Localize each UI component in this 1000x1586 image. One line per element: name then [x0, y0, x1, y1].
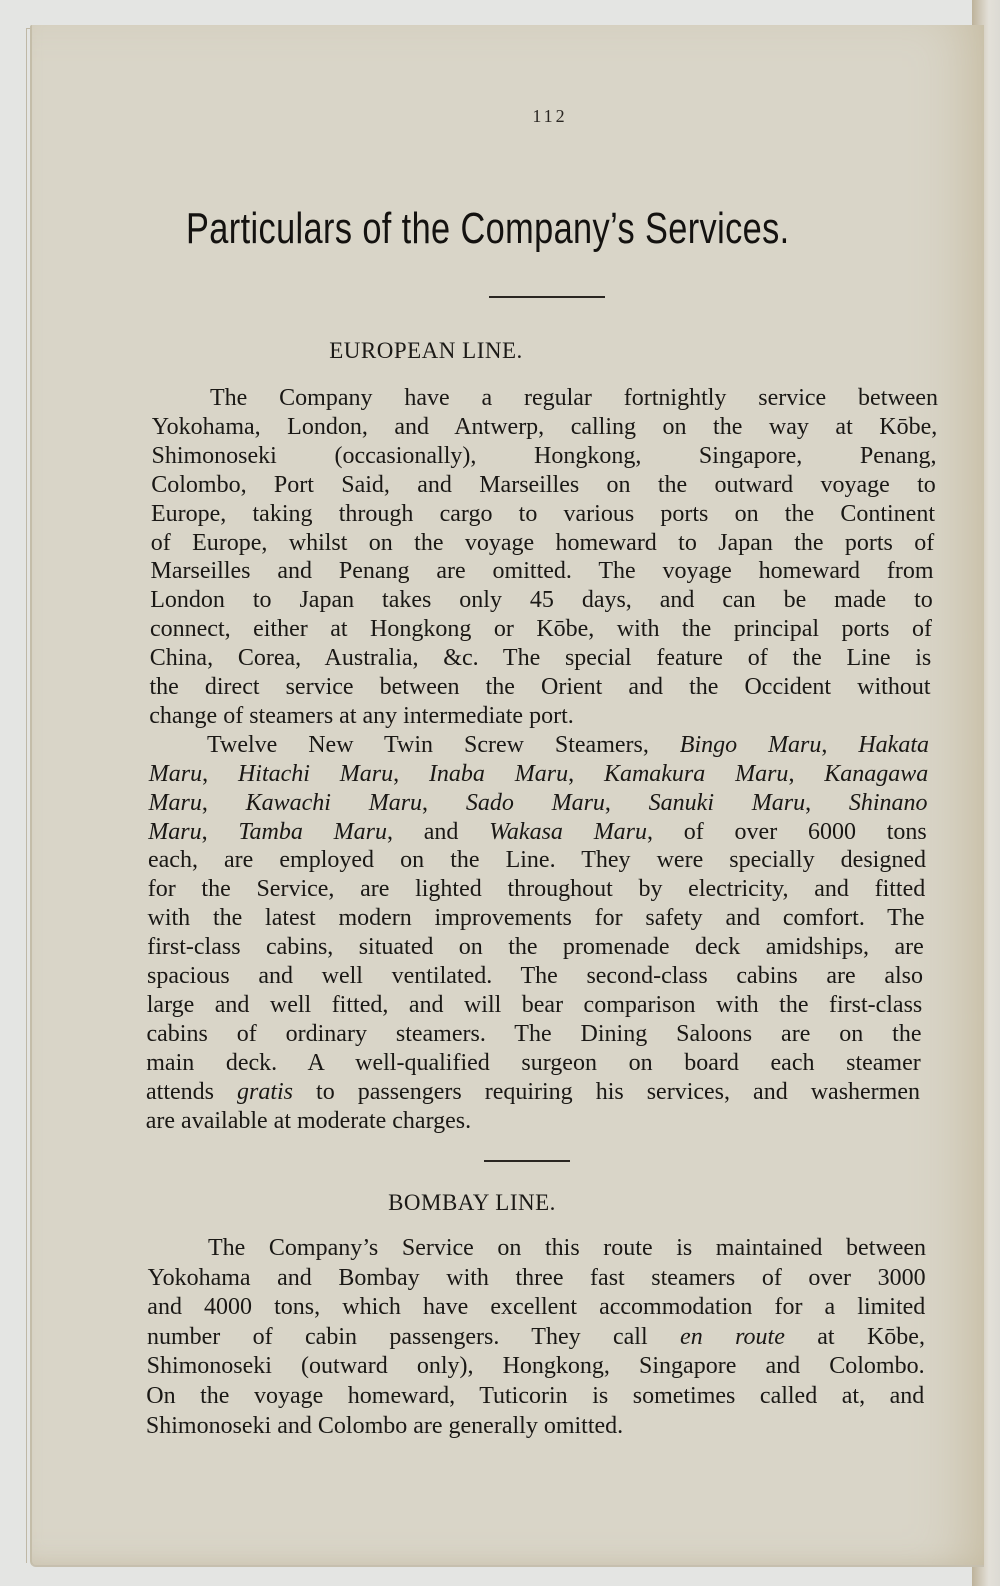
- text-segment: , and: [386, 818, 490, 845]
- text-segment: Marseilles and Penang are omitted. The voyage homeward from: [150, 558, 934, 585]
- text-segment: ,: [393, 760, 429, 787]
- italic-text: Inaba Maru: [428, 760, 569, 787]
- text-segment: with the latest modern improvements for safety and comfort. The: [147, 905, 925, 932]
- text-line: [151, 557, 934, 585]
- text-segment: ,: [201, 818, 239, 845]
- text-segment: Shimonoseki (occasionally), Hongkong, Singapore, Penang,: [151, 442, 937, 469]
- text-segment: to passengers requiring his services, and washermen: [293, 1078, 920, 1105]
- section-heading-european-line: EUROPEAN LINE.: [329, 338, 523, 363]
- text-line: [147, 1293, 925, 1321]
- text-line: [147, 1323, 925, 1351]
- italic-text: gratis: [237, 1078, 294, 1105]
- text-segment: The Company have a regular fortnightly service between: [210, 385, 938, 411]
- text-segment: London to Japan takes only 45 days, and can be made to: [150, 587, 933, 614]
- text-segment: ,: [201, 789, 246, 816]
- italic-text: Kawachi Maru: [245, 789, 423, 816]
- italic-text: Bingo Maru: [679, 731, 822, 758]
- text-line: [207, 731, 929, 759]
- text-line: [150, 644, 932, 672]
- text-line: [147, 962, 923, 990]
- text-line: [148, 1264, 926, 1292]
- text-line: [148, 846, 926, 874]
- text-line: [151, 529, 935, 557]
- text-line: [150, 673, 931, 701]
- text-segment: the direct service between the Orient and the Occident without: [149, 674, 931, 700]
- text-segment: each, are employed on the Line. They were specially designed: [148, 847, 926, 874]
- italic-text: Tamba Maru: [238, 818, 387, 845]
- text-segment: for the Service, are lighted throughout by electricity, and fitted: [147, 876, 926, 903]
- text-line: [146, 1078, 920, 1106]
- text-segment: at Kōbe,: [784, 1323, 925, 1350]
- text-segment: Yokohama and Bombay with three fast steamers of over 3000: [147, 1264, 926, 1291]
- text-segment: ,: [788, 760, 825, 787]
- text-segment: On the voyage homeward, Tuticorin is sometimes called at, and: [146, 1383, 925, 1409]
- italic-text: Kamakura Maru: [603, 760, 789, 787]
- italic-text: Kanagawa: [824, 760, 929, 787]
- text-line: [146, 1049, 921, 1077]
- text-segment: spacious and well ventilated. The second-class cabins are also: [147, 963, 923, 989]
- text-segment: Shimonoseki and Colombo are generally omitted.: [145, 1412, 624, 1439]
- text-segment: , of over 6000 tons: [647, 818, 927, 845]
- italic-text: Maru: [148, 760, 203, 787]
- text-segment: change of steamers at any intermediate port.: [149, 702, 574, 729]
- text-segment: Shimonoseki (outward only), Hongkong, Singapore and Colombo.: [146, 1353, 925, 1380]
- italic-text: Hitachi Maru: [237, 760, 394, 787]
- text-line: [147, 991, 923, 1019]
- text-line: [147, 1020, 922, 1048]
- text-segment: Europe, taking through cargo to various ports on the Continent: [151, 500, 935, 527]
- italic-text: Maru: [148, 789, 202, 816]
- text-line: [152, 413, 938, 441]
- page-title: Particulars of the Company’s Services.: [186, 204, 790, 253]
- italic-text: Maru: [148, 818, 202, 845]
- text-segment: are available at moderate charges.: [145, 1107, 472, 1134]
- text-segment: number of cabin passengers. They call: [146, 1323, 681, 1350]
- text-line: [151, 471, 936, 499]
- text-line: [149, 789, 928, 817]
- text-line: [146, 1412, 623, 1440]
- text-segment: ,: [568, 760, 604, 787]
- text-line: [210, 384, 938, 412]
- text-line: [208, 1234, 926, 1262]
- italic-text: Wakasa Maru: [489, 818, 648, 845]
- text-segment: ,: [422, 789, 466, 816]
- italic-text: Hakata: [858, 731, 929, 758]
- text-line: [146, 1382, 924, 1410]
- text-segment: main deck. A well-qualified surgeon on board each steamer: [146, 1049, 921, 1076]
- italic-text: Sanuki Maru: [648, 789, 806, 816]
- text-segment: and 4000 tons, which have excellent accommodation for a limited: [147, 1294, 926, 1321]
- page-number: 112: [532, 106, 568, 126]
- text-line: [147, 1352, 925, 1380]
- text-segment: cabins of ordinary steamers. The Dining Saloons are on the: [146, 1020, 922, 1047]
- text-segment: large and well fitted, and will bear comparison with the first-class: [146, 991, 923, 1018]
- text-segment: of Europe, whilst on the voyage homeward to Japan the ports of: [150, 529, 935, 556]
- text-line: [150, 615, 932, 643]
- text-line: [148, 904, 925, 932]
- text-segment: attends: [146, 1078, 237, 1105]
- text-segment: ,: [202, 760, 238, 787]
- italic-text: Sado Maru: [465, 789, 605, 816]
- italic-text: en route: [680, 1323, 785, 1350]
- text-line: [147, 933, 924, 961]
- text-segment: China, Corea, Australia, &c. The special feature of the Line is: [149, 645, 932, 672]
- text-line: [148, 818, 927, 846]
- section-heading-bombay-line: BOMBAY LINE.: [388, 1190, 556, 1215]
- text-line: [148, 875, 926, 903]
- text-line: [152, 442, 937, 470]
- text-segment: ,: [821, 731, 859, 758]
- text-line: [150, 586, 933, 614]
- text-line: [149, 760, 929, 788]
- italic-text: Shinano: [848, 789, 928, 816]
- text-segment: ,: [604, 789, 649, 816]
- text-line: [149, 702, 574, 730]
- text-line: [151, 500, 935, 528]
- section-divider: [484, 1160, 570, 1162]
- text-segment: ,: [805, 789, 849, 816]
- text-segment: The Company’s Service on this route is maintained between: [208, 1235, 926, 1261]
- text-segment: first-class cabins, situated on the promenade deck amidships, are: [147, 934, 924, 961]
- text-segment: connect, either at Hongkong or Kōbe, with the principal ports of: [150, 616, 932, 643]
- text-line: [146, 1107, 471, 1135]
- text-segment: Yokohama, London, and Antwerp, calling on the way at Kōbe,: [151, 413, 938, 440]
- title-divider: [489, 296, 605, 298]
- text-segment: Colombo, Port Said, and Marseilles on the outward voyage to: [151, 471, 936, 498]
- text-segment: Twelve New Twin Screw Steamers,: [207, 731, 680, 758]
